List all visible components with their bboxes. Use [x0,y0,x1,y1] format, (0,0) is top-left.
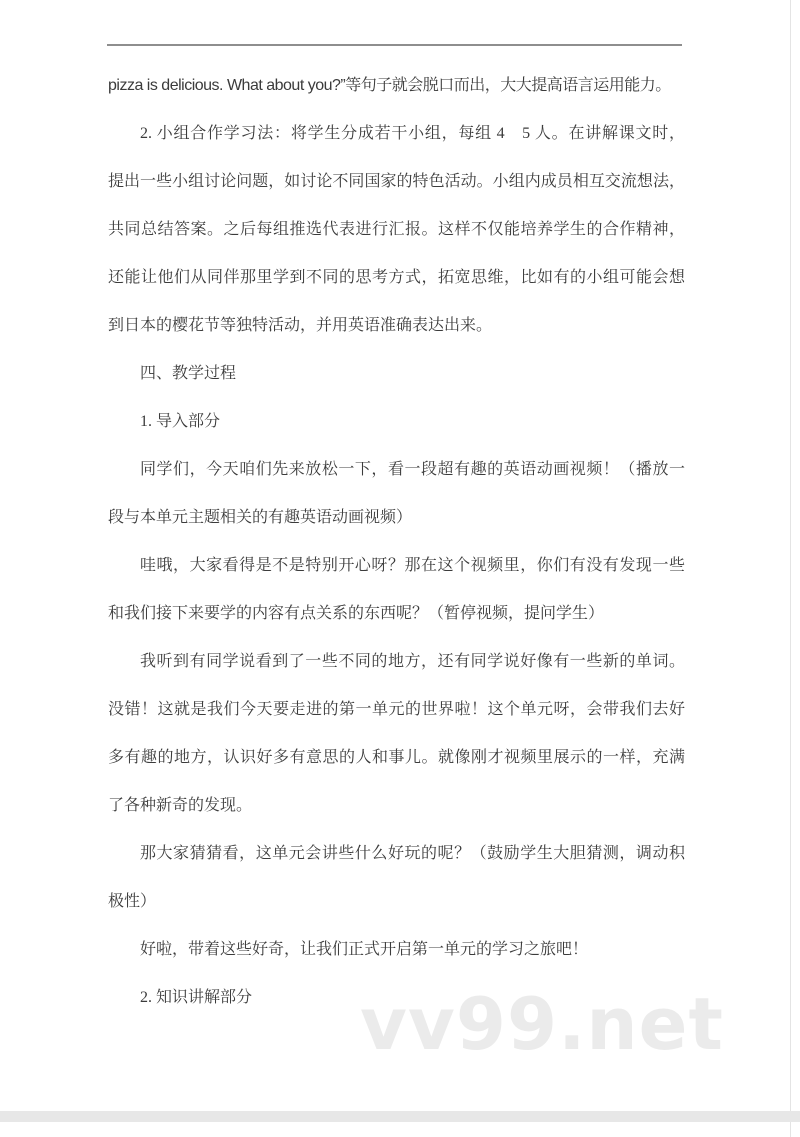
text-line: 和我们接下来要学的内容有点关系的东西呢？（暂停视频，提问学生） [108,605,605,622]
page-right-edge [790,0,791,1137]
page-break-band [0,1111,800,1122]
text-line: 提出一些小组讨论问题，如讨论不同国家的特色活动。小组内成员相互交流想法， [108,173,685,190]
text-line: 那大家猜猜看，这单元会讲些什么好玩的呢？（鼓励学生大胆猜测，调动积 [140,845,685,862]
text-line: pizza is delicious. What about you?”等句子就会脱口而出，大大提高语言运用能力。 [108,77,671,94]
text-line: 共同总结答案。之后每组推选代表进行汇报。这样不仅能培养学生的合作精神， [108,221,685,238]
text-line: 极性） [108,893,157,910]
text-line: 没错！这就是我们今天要走进的第一单元的世界啦！这个单元呀，会带我们去好 [108,701,685,718]
document-body [108,62,685,1022]
text-line: 多有趣的地方，认识好多有意思的人和事儿。就像刚才视频里展示的一样，充满 [108,749,685,766]
watermark-text: vv99.net [360,982,724,1066]
header-rule [107,44,682,46]
text-line: 四、教学过程 [140,365,237,382]
text-line: 了各种新奇的发现。 [108,797,253,814]
text-line: 好啦，带着这些好奇，让我们正式开启第一单元的学习之旅吧！ [140,941,589,958]
text-line: 段与本单元主题相关的有趣英语动画视频） [108,509,413,526]
text-line: 到日本的樱花节等独特活动，并用英语准确表达出来。 [108,317,493,334]
text-line: 我听到有同学说看到了一些不同的地方，还有同学说好像有一些新的单词。 [140,653,685,670]
text-line: 2. 知识讲解部分 [140,989,253,1006]
text-line: 同学们，今天咱们先来放松一下，看一段超有趣的英语动画视频！（播放一 [140,461,685,478]
text-line: 哇哦，大家看得是不是特别开心呀？那在这个视频里，你们有没有发现一些 [140,557,685,574]
text-line: 2. 小组合作学习法：将学生分成若干小组，每组 4 5 人。在讲解课文时， [140,125,685,142]
text-line: 1. 导入部分 [140,413,221,430]
text-line: 还能让他们从同伴那里学到不同的思考方式，拓宽思维，比如有的小组可能会想 [108,269,685,286]
